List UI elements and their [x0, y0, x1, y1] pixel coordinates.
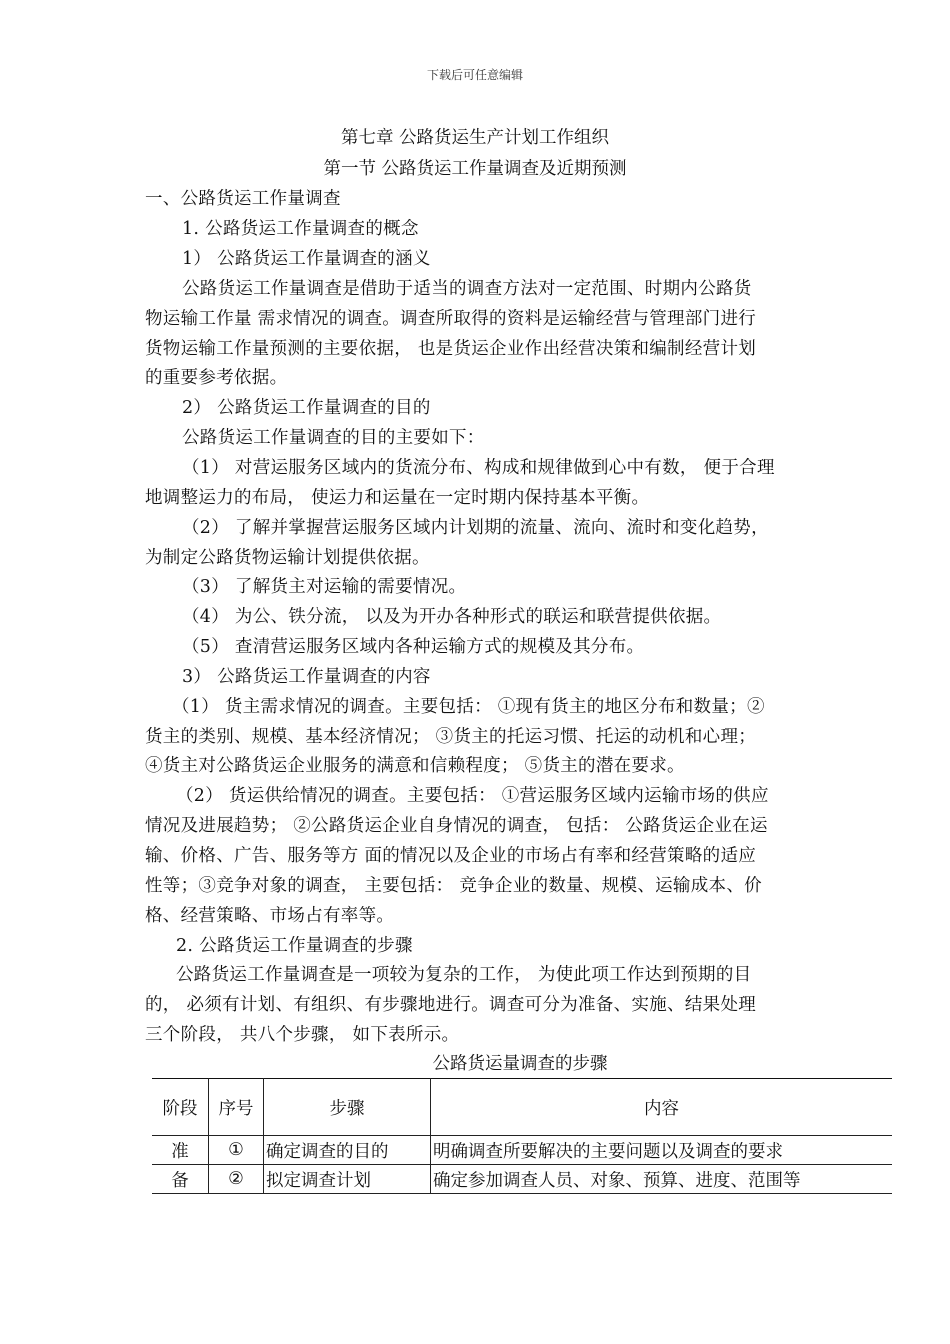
paragraph-line: 货主的类别、规模、基本经济情况； ③货主的托运习惯、托运的动机和心理； [145, 727, 757, 747]
paragraph-line: 公路货运工作量调查是一项较为复杂的工作， 为使此项工作达到预期的目 [176, 965, 752, 985]
cell-step: 确定调查的目的 [264, 1136, 431, 1165]
header-content: 内容 [431, 1079, 893, 1136]
table-header-row [152, 1079, 892, 1136]
paragraph-line: （2） 了解并掌握营运服务区域内计划期的流量、流向、流时和变化趋势， [182, 518, 769, 538]
heading-level1-survey: 一、公路货运工作量调查 [145, 189, 341, 209]
paragraph-line: （5） 查清营运服务区域内各种运输方式的规模及其分布。 [182, 637, 645, 657]
cell-content: 确定参加调查人员、对象、预算、进度、范围等 [431, 1165, 893, 1194]
cell-step: 拟定调查计划 [264, 1165, 431, 1194]
heading-purpose: 2） 公路货运工作量调查的目的 [182, 398, 431, 418]
cell-no: ② [209, 1165, 264, 1194]
header-stage: 阶段 [152, 1079, 209, 1136]
paragraph-line: 货物运输工作量预测的主要依据， 也是货运企业作出经营决策和编制经营计划 [145, 339, 757, 359]
survey-steps-table [152, 1078, 892, 1194]
paragraph-line: 的， 必须有计划、有组织、有步骤地进行。调查可分为准备、实施、结果处理 [145, 995, 757, 1015]
heading-content: 3） 公路货运工作量调查的内容 [182, 667, 431, 687]
paragraph-line: 地调整运力的布局， 使运力和运量在一定时期内保持基本平衡。 [145, 488, 650, 508]
paragraph-line: 公路货运工作量调查是借助于适当的调查方法对一定范围、时期内公路货 [182, 279, 752, 299]
paragraph-line: （4） 为公、铁分流， 以及为开办各种形式的联运和联营提供依据。 [182, 607, 722, 627]
paragraph-line: 三个阶段， 共八个步骤， 如下表所示。 [145, 1025, 460, 1045]
paragraph-line: 的重要参考依据。 [145, 368, 288, 388]
header-note: 下载后可任意编辑 [426, 68, 523, 82]
heading-concept: 1. 公路货运工作量调查的概念 [182, 219, 419, 239]
heading-steps: 2. 公路货运工作量调查的步骤 [176, 936, 413, 956]
chapter-title: 第七章 公路货运生产计划工作组织 [340, 128, 610, 148]
paragraph-line: ④货主对公路货运企业服务的满意和信赖程度； ⑤货主的潜在要求。 [145, 756, 685, 776]
paragraph-line: 为制定公路货物运输计划提供依据。 [145, 548, 430, 568]
paragraph-line: （2） 货运供给情况的调查。主要包括： ①营运服务区域内运输市场的供应 [176, 786, 769, 806]
paragraph-line: （1） 货主需求情况的调查。主要包括： ①现有货主的地区分布和数量；② [172, 697, 765, 717]
paragraph-line: （1） 对营运服务区域内的货流分布、构成和规律做到心中有数， 便于合理 [182, 458, 775, 478]
table-row [152, 1165, 892, 1194]
cell-no: ① [209, 1136, 264, 1165]
section-title: 第一节 公路货运工作量调查及近期预测 [323, 159, 627, 179]
paragraph-line: （3） 了解货主对运输的需要情况。 [182, 577, 467, 597]
cell-stage: 备 [152, 1165, 209, 1194]
paragraph-line: 格、经营策略、市场占有率等。 [145, 906, 395, 926]
header-no: 序号 [209, 1079, 264, 1136]
paragraph-line: 公路货运工作量调查的目的主要如下： [182, 428, 485, 448]
heading-meaning: 1） 公路货运工作量调查的涵义 [182, 249, 431, 269]
header-step: 步骤 [264, 1079, 431, 1136]
paragraph-line: 情况及进展趋势； ②公路货运企业自身情况的调查， 包括： 公路货运企业在运 [145, 816, 768, 836]
paragraph-line: 物运输工作量 需求情况的调查。调查所取得的资料是运输经营与管理部门进行 [145, 309, 757, 329]
cell-content: 明确调查所要解决的主要问题以及调查的要求 [431, 1136, 893, 1165]
table-caption: 公路货运量调查的步骤 [432, 1054, 608, 1074]
paragraph-line: 性等；③竞争对象的调查， 主要包括： 竞争企业的数量、规模、运输成本、价 [145, 876, 762, 896]
paragraph-line: 输、价格、广告、服务等方 面的情况以及企业的市场占有率和经营策略的适应 [145, 846, 757, 866]
cell-stage: 准 [152, 1136, 209, 1165]
table-row [152, 1136, 892, 1165]
